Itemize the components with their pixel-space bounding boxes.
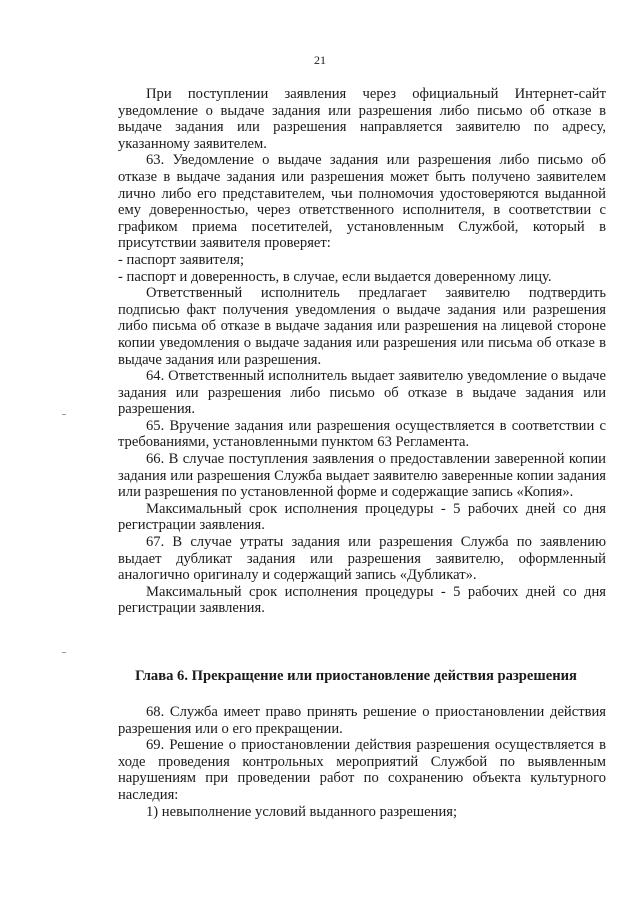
paragraph: 65. Вручение задания или разрешения осуществляется в соответствии с требованиями, установленными пунктом 63 Регламента. xyxy=(118,417,606,451)
paragraph: Максимальный срок исполнения процедуры - 5 рабочих дней со дня регистрации заявления. xyxy=(118,583,606,617)
paragraph: 69. Решение о приостановлении действия разрешения осуществляется в ходе проведения контрольных мероприятий Службой по выявленным нарушениям при проведении работ по сохранению объекта культурного наследия: xyxy=(118,737,606,803)
paragraph: 64. Ответственный исполнитель выдает заявителю уведомление о выдаче задания или разрешения либо письмо об отказе в выдаче задания или разрешения. xyxy=(118,368,606,418)
body-text-lower xyxy=(118,704,606,820)
paragraph: Ответственный исполнитель предлагает заявителю подтвердить подписью факт получения уведомления о выдаче задания или разрешения либо письма об отказе в выдаче задания или разрешения на лицевой стороне копии уведомления о выдаче задания или разрешения или письма об отказе в выдаче задания или разрешения. xyxy=(118,285,606,368)
paragraph: При поступлении заявления через официальный Интернет-сайт уведомление о выдаче задания или разрешения либо письмо об отказе в выдаче задания или разрешения направляется заявителю по адресу, указанному заявителем. xyxy=(118,86,606,152)
body-text-upper xyxy=(118,86,606,617)
margin-mark xyxy=(62,652,66,653)
margin-mark xyxy=(62,414,66,415)
paragraph: 67. В случае утраты задания или разрешения Служба по заявлению выдает дубликат задания или разрешения заявителю, оформленный аналогично оригиналу и содержащий запись «Дубликат». xyxy=(118,534,606,584)
paragraph: 66. В случае поступления заявления о предоставлении заверенной копии задания или разрешения Служба выдает заявителю заверенные копии задания или разрешения по установленной форме и содержащие запись «Копия». xyxy=(118,451,606,501)
paragraph: 63. Уведомление о выдаче задания или разрешения либо письмо об отказе в выдаче задания или разрешения может быть получено заявителем лично либо его представителем, чьи полномочия удостоверяются выданной ему доверенностью, через ответственного исполнителя, в соответствии с графиком приема посетителей, установленным Службой, который в присутствии заявителя проверяет: xyxy=(118,152,606,252)
list-item: - паспорт и доверенность, в случае, если выдается доверенному лицу. xyxy=(118,268,552,285)
paragraph: 1) невыполнение условий выданного разрешения; xyxy=(146,803,458,820)
paragraph: Максимальный срок исполнения процедуры - 5 рабочих дней со дня регистрации заявления. xyxy=(118,500,606,534)
page-number: 21 xyxy=(314,53,326,67)
chapter-heading: Глава 6. Прекращение или приостановление действия разрешения xyxy=(135,668,577,684)
paragraph: 68. Служба имеет право принять решение о приостановлении действия разрешения или о его прекращении. xyxy=(118,704,606,737)
list-item: - паспорт заявителя; xyxy=(118,251,245,268)
